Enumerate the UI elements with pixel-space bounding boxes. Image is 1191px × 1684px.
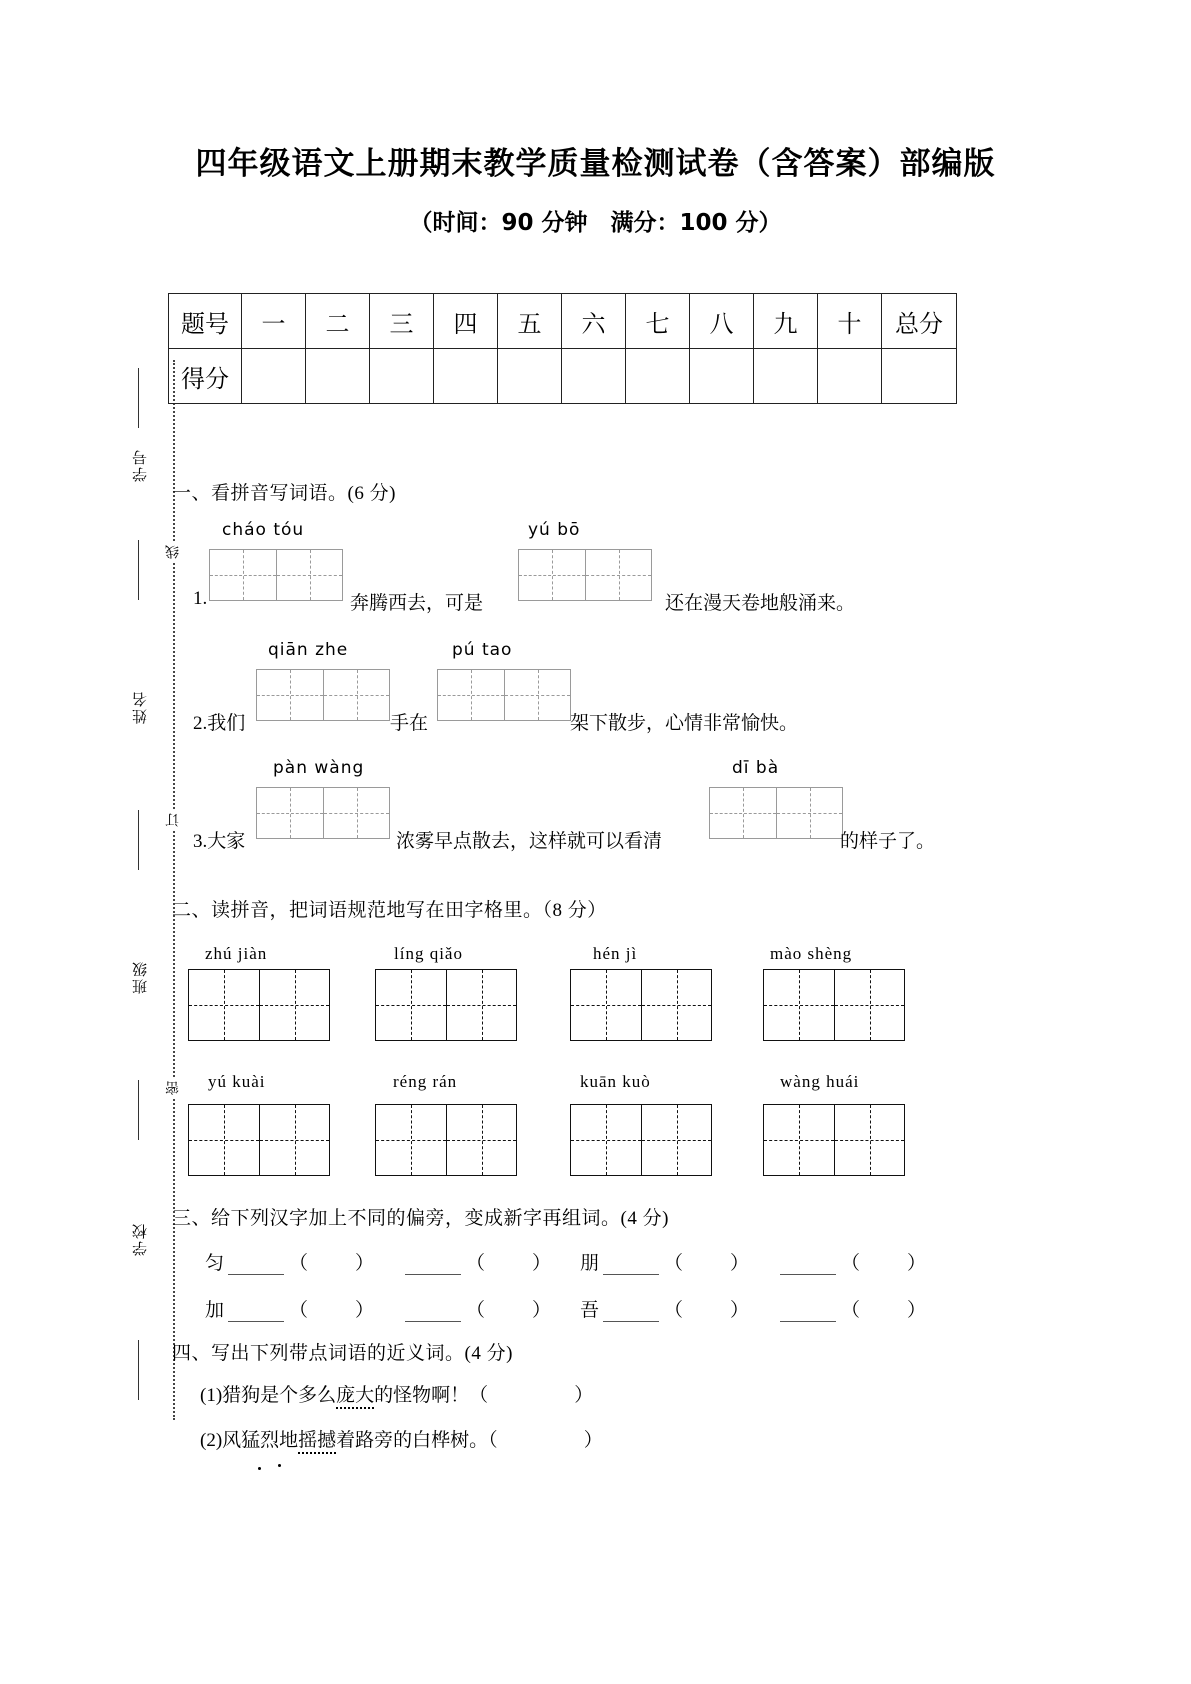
score-cell-10[interactable] <box>818 349 882 404</box>
item-1-text-mid: 奔腾西去，可是 <box>350 593 484 614</box>
answer-grid-s2-r1-3[interactable] <box>570 969 712 1041</box>
s3-paren-open-6: （ <box>466 1300 486 1321</box>
field-line-2 <box>138 540 139 600</box>
s3-paren-open-5: （ <box>289 1300 309 1321</box>
item-1-text-end: 还在漫天卷地般涌来。 <box>665 593 856 614</box>
grid-cell[interactable] <box>375 1104 446 1176</box>
pinyin-wang-huai: wàng huái <box>780 1072 860 1091</box>
answer-grid-s2-r2-2[interactable] <box>375 1104 517 1176</box>
grid-cell[interactable] <box>259 1104 330 1176</box>
section-heading-1: 一、看拼音写词语。(6 分) <box>172 483 396 504</box>
pinyin-ling-qiao: líng qiǎo <box>394 944 463 963</box>
grid-cell[interactable] <box>641 969 712 1041</box>
pinyin-chao-tou: cháo tóu <box>222 520 305 540</box>
s3-blank-2[interactable] <box>405 1274 461 1275</box>
s3-paren-close-5: ） <box>355 1300 375 1321</box>
answer-grid-2b[interactable] <box>437 669 571 721</box>
field-label-student-id: 学号 <box>133 448 149 482</box>
s3-paren-open-4: （ <box>841 1253 861 1274</box>
seal-dotted-line <box>173 360 175 1420</box>
s4-question-2 <box>200 1425 603 1452</box>
grid-cell[interactable] <box>709 787 776 839</box>
s3-blank-4[interactable] <box>780 1274 836 1275</box>
score-cell-4[interactable] <box>434 349 498 404</box>
col-4: 四 <box>434 294 498 349</box>
emphasis-dot <box>278 1464 281 1467</box>
seal-word-bind: 订 <box>164 810 184 830</box>
s3-paren-open-3: （ <box>664 1253 684 1274</box>
col-10: 十 <box>818 294 882 349</box>
score-cell-3[interactable] <box>370 349 434 404</box>
item-number-2 <box>193 708 245 735</box>
s4-q2-prefix: (2)风猛烈地 <box>200 1430 299 1451</box>
pinyin-pan-wang: pàn wàng <box>273 758 365 778</box>
answer-grid-s2-r1-2[interactable] <box>375 969 517 1041</box>
s4-q1-prefix: (1)猎狗是个多么 <box>200 1385 337 1406</box>
s3-paren-close-2: ） <box>532 1253 552 1274</box>
col-2: 二 <box>306 294 370 349</box>
pinyin-di-ba: dī bà <box>732 758 780 778</box>
s3-blank-6[interactable] <box>405 1321 461 1322</box>
grid-cell[interactable] <box>188 969 259 1041</box>
score-cell-6[interactable] <box>562 349 626 404</box>
grid-cell[interactable] <box>375 969 446 1041</box>
field-line-5 <box>138 1340 139 1400</box>
grid-cell[interactable] <box>776 787 843 839</box>
grid-cell[interactable] <box>323 787 390 839</box>
field-label-school: 学校 <box>133 1222 149 1256</box>
score-cell-9[interactable] <box>754 349 818 404</box>
s3-char-wu: 吾 <box>580 1300 600 1321</box>
item-3-number: 3. <box>193 831 208 852</box>
item-number-3 <box>193 826 245 853</box>
s4-q2-tail: ） <box>583 1430 603 1451</box>
answer-grid-s2-r2-1[interactable] <box>188 1104 330 1176</box>
answer-grid-3b[interactable] <box>709 787 843 839</box>
item-3-text-mid: 浓雾早点散去，这样就可以看清 <box>396 831 663 852</box>
grid-cell[interactable] <box>276 549 343 601</box>
answer-grid-s2-r2-3[interactable] <box>570 1104 712 1176</box>
table-row-header <box>169 294 957 349</box>
s3-paren-close-6: ） <box>532 1300 552 1321</box>
grid-cell[interactable] <box>518 549 585 601</box>
score-cell-7[interactable] <box>626 349 690 404</box>
pinyin-zhu-jian: zhú jiàn <box>205 944 268 963</box>
s3-paren-open-2: （ <box>466 1253 486 1274</box>
pinyin-reng-ran: réng rán <box>393 1072 458 1091</box>
field-line-1 <box>138 368 139 428</box>
answer-grid-s2-r1-1[interactable] <box>188 969 330 1041</box>
item-2-text-end: 架下散步，心情非常愉快。 <box>570 713 799 734</box>
s3-paren-close-7: ） <box>730 1300 750 1321</box>
grid-cell[interactable] <box>570 1104 641 1176</box>
grid-cell[interactable] <box>446 969 517 1041</box>
grid-cell[interactable] <box>763 1104 834 1176</box>
score-cell-2[interactable] <box>306 349 370 404</box>
s4-q2-suffix: 着路旁的白桦树。（ <box>336 1430 498 1451</box>
section-heading-2: 二、读拼音，把词语规范地写在田字格里。（8 分） <box>172 900 607 921</box>
grid-cell[interactable] <box>570 969 641 1041</box>
s4-q1-marked-word: 庞大 <box>336 1385 374 1409</box>
score-table <box>168 293 957 404</box>
grid-cell[interactable] <box>641 1104 712 1176</box>
s3-paren-close-8: ） <box>907 1300 927 1321</box>
answer-grid-2a[interactable] <box>256 669 390 721</box>
grid-cell[interactable] <box>763 969 834 1041</box>
score-cell-1[interactable] <box>242 349 306 404</box>
grid-cell[interactable] <box>446 1104 517 1176</box>
item-number-1: 1. <box>193 588 208 609</box>
s3-blank-5[interactable] <box>228 1321 284 1322</box>
answer-grid-s2-r1-4[interactable] <box>763 969 905 1041</box>
sealing-margin <box>60 360 190 1420</box>
score-cell-5[interactable] <box>498 349 562 404</box>
page-title: 四年级语文上册期末教学质量检测试卷（含答案）部编版 <box>195 146 996 182</box>
s3-blank-1[interactable] <box>228 1274 284 1275</box>
s3-paren-open-7: （ <box>664 1300 684 1321</box>
grid-cell[interactable] <box>259 969 330 1041</box>
col-6: 六 <box>562 294 626 349</box>
item-2-text-start: 我们 <box>207 713 246 734</box>
grid-cell[interactable] <box>834 1104 905 1176</box>
s4-question-1 <box>200 1380 593 1407</box>
field-label-name: 姓名 <box>133 690 149 724</box>
grid-cell[interactable] <box>188 1104 259 1176</box>
col-3: 三 <box>370 294 434 349</box>
score-cell-total[interactable] <box>882 349 957 404</box>
s3-blank-8[interactable] <box>780 1321 836 1322</box>
s3-paren-close-1: ） <box>355 1253 375 1274</box>
answer-grid-1a[interactable] <box>209 549 343 601</box>
item-2-number: 2. <box>193 713 208 734</box>
answer-grid-3a[interactable] <box>256 787 390 839</box>
seal-word-line: 线 <box>164 542 184 562</box>
exam-subtitle: （时间：90 分钟 满分：100 分） <box>409 210 782 236</box>
s4-q1-tail: ） <box>574 1385 594 1406</box>
table-row-score <box>169 349 957 404</box>
s3-char-jia: 加 <box>205 1300 225 1321</box>
s4-q2-marked-word: 摇撼 <box>298 1430 336 1454</box>
s3-paren-open-8: （ <box>841 1300 861 1321</box>
section-heading-4: 四、写出下列带点词语的近义词。(4 分) <box>172 1343 513 1364</box>
s3-char-peng: 朋 <box>580 1253 600 1274</box>
pinyin-mao-sheng: mào shèng <box>770 944 853 963</box>
pinyin-yu-bo: yú bō <box>528 520 581 540</box>
s3-char-yun: 匀 <box>205 1253 225 1274</box>
grid-cell[interactable] <box>323 669 390 721</box>
pinyin-pu-tao: pú tao <box>452 640 513 660</box>
s3-blank-7[interactable] <box>603 1321 659 1322</box>
item-2-text-mid: 手在 <box>390 713 429 734</box>
s3-paren-close-3: ） <box>730 1253 750 1274</box>
field-label-class: 班级 <box>133 960 149 994</box>
col-5: 五 <box>498 294 562 349</box>
grid-cell[interactable] <box>256 787 323 839</box>
grid-cell[interactable] <box>209 549 276 601</box>
s3-paren-close-4: ） <box>907 1253 927 1274</box>
col-1: 一 <box>242 294 306 349</box>
pinyin-hen-ji: hén jì <box>593 944 638 963</box>
field-line-4 <box>138 1080 139 1140</box>
emphasis-dot <box>258 1467 261 1470</box>
grid-cell[interactable] <box>504 669 571 721</box>
col-7: 七 <box>626 294 690 349</box>
s3-blank-3[interactable] <box>603 1274 659 1275</box>
score-cell-8[interactable] <box>690 349 754 404</box>
item-3-text-end: 的样子了。 <box>840 831 936 852</box>
col-9: 九 <box>754 294 818 349</box>
field-line-3 <box>138 810 139 870</box>
col-total: 总分 <box>882 294 957 349</box>
row-label-score: 得分 <box>169 349 242 404</box>
col-8: 八 <box>690 294 754 349</box>
s3-paren-open-1: （ <box>289 1253 309 1274</box>
answer-grid-s2-r2-4[interactable] <box>763 1104 905 1176</box>
pinyin-qian-zhe: qiān zhe <box>268 640 349 660</box>
pinyin-kuan-kuo: kuān kuò <box>580 1072 651 1091</box>
grid-cell[interactable] <box>585 549 652 601</box>
pinyin-yu-kuai: yú kuài <box>208 1072 266 1091</box>
answer-grid-1b[interactable] <box>518 549 652 601</box>
item-3-text-start: 大家 <box>207 831 246 852</box>
grid-cell[interactable] <box>834 969 905 1041</box>
seal-word-secret: 密 <box>164 1078 184 1098</box>
grid-cell[interactable] <box>256 669 323 721</box>
row-label-question-number: 题号 <box>169 294 242 349</box>
section-heading-3: 三、给下列汉字加上不同的偏旁，变成新字再组词。(4 分) <box>172 1208 669 1229</box>
s4-q1-suffix: 的怪物啊！（ <box>374 1385 489 1406</box>
grid-cell[interactable] <box>437 669 504 721</box>
